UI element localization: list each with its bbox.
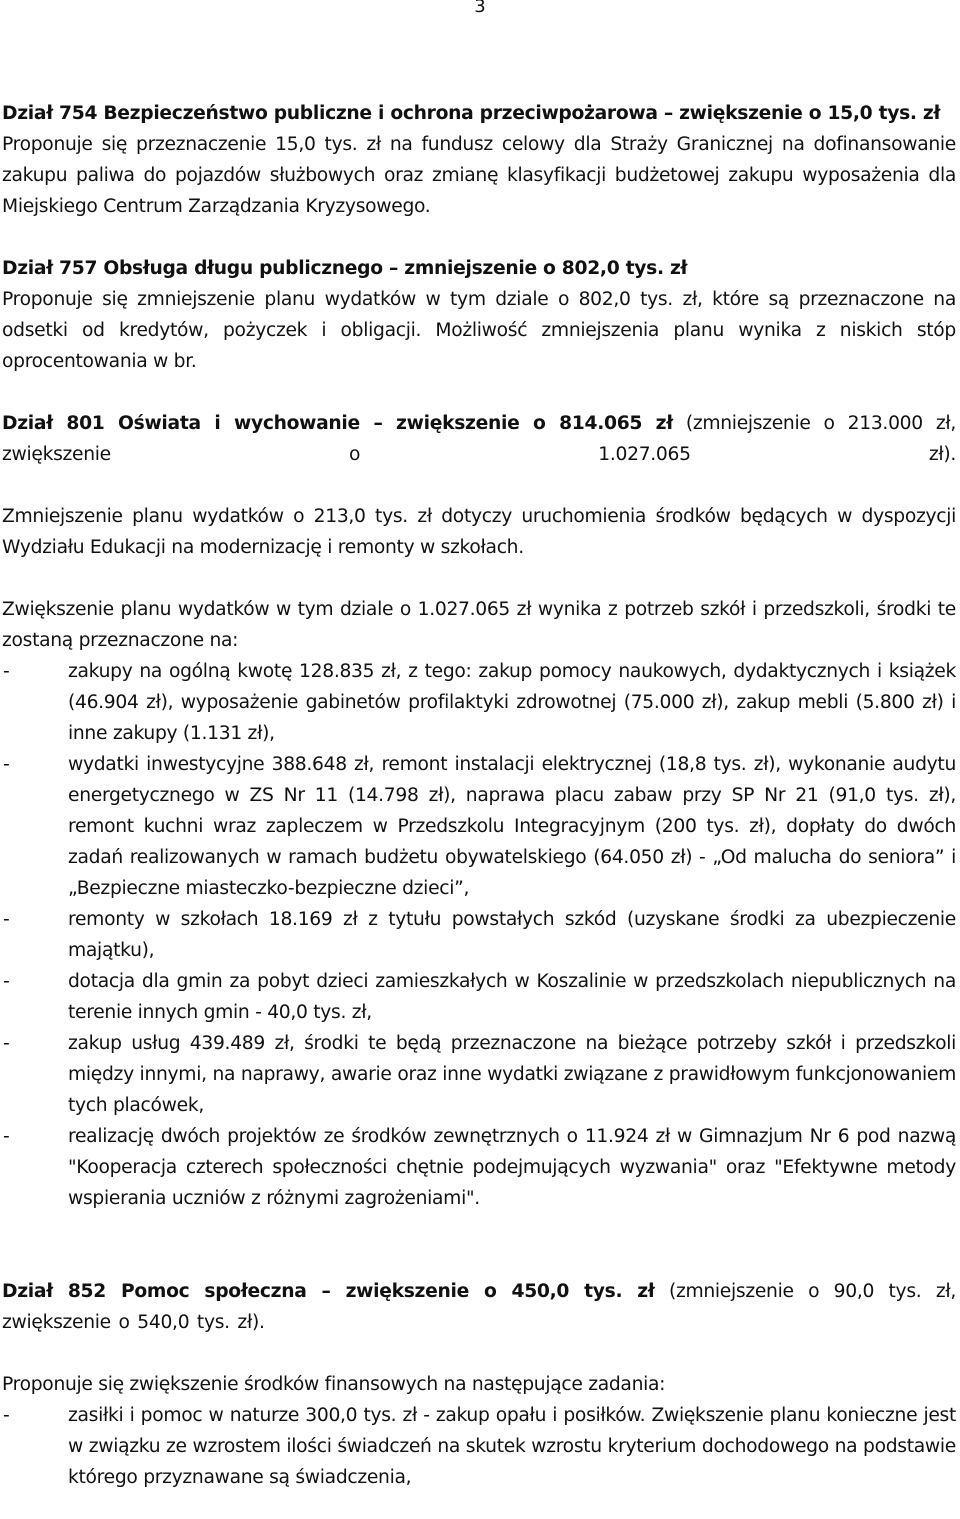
list-item: - zakup usług 439.489 zł, środki te będą przeznaczone na bieżące potrzeby szkół i przedszkoli między innymi, na naprawy, awarie oraz inne wydatki związane z prawidłowym funkcjonowaniem tych placówek, (3, 1033, 956, 1116)
section-heading: Dział 852 Pomoc społeczna – zwiększenie o 450,0 tys. zł (2, 1281, 655, 1302)
section-heading: Dział 754 Bezpieczeństwo publiczne i ochrona przeciwpożarowa – zwiększenie o 15,0 tys. zł (2, 103, 941, 124)
section-paragraph: Proponuje się zwiększenie środków finansowych na następujące zadania: (2, 1374, 666, 1395)
document-body (2, 98, 956, 1493)
section-paragraph: Proponuje się przeznaczenie 15,0 tys. zł na fundusz celowy dla Straży Granicznej na dofinansowanie zakupu paliwa do pojazdów służbowych oraz zmianę klasyfikacji budżetowej zakupu wyposażenia dla Miejskiego Centrum Zarządzania Kryzysowego. (2, 134, 956, 217)
list-item: - realizację dwóch projektów ze środków zewnętrznych o 11.924 zł w Gimnazjum Nr 6 pod nazwą "Kooperacja czterech społeczności chętnie podejmujących wyzwania" oraz "Efektywne metody wspierania uczniów z różnymi zagrożeniami". (3, 1126, 956, 1209)
section-paragraph: Zmniejszenie planu wydatków o 213,0 tys. zł dotyczy uruchomienia środków będących w dyspozycji Wydziału Edukacji na modernizację i remonty w szkołach. (2, 506, 956, 558)
section-heading-suffix: (zmniejszenie o 213.000 zł, zwiększenie o 1.027.065 zł). (2, 413, 956, 465)
section-heading: Dział 757 Obsługa długu publicznego – zmniejszenie o 802,0 tys. zł (2, 258, 688, 279)
section-757 (2, 253, 956, 377)
section-heading-line (2, 1276, 956, 1338)
expense-list (2, 656, 956, 1214)
list-item: - remonty w szkołach 18.169 zł z tytułu powstałych szkód (uzyskane środki za ubezpieczenie majątku), (3, 909, 956, 961)
section-801 (2, 408, 956, 1214)
section-852 (2, 1276, 956, 1493)
section-paragraph: Zwiększenie planu wydatków w tym dziale o 1.027.065 zł wynika z potrzeb szkół i przedszkoli, środki te zostaną przeznaczone na: (2, 599, 956, 651)
section-heading-suffix: (zmniejszenie o 90,0 tys. zł, zwiększenie o 540,0 tys. zł). (2, 1281, 956, 1333)
section-heading: Dział 801 Oświata i wychowanie – zwiększenie o 814.065 zł (2, 413, 673, 434)
expense-list (2, 1400, 956, 1493)
list-item: - zasiłki i pomoc w naturze 300,0 tys. zł - zakup opału i posiłków. Zwiększenie planu konieczne jest w związku ze wzrostem ilości świadczeń na skutek wzrostu kryterium dochodowego na podstawie którego przyznawane są świadczenia, (3, 1405, 956, 1488)
section-paragraph: Proponuje się zmniejszenie planu wydatków w tym dziale o 802,0 tys. zł, które są przeznaczone na odsetki od kredytów, pożyczek i obligacji. Możliwość zmniejszenia planu wynika z niskich stóp oprocentowania w br. (2, 289, 956, 372)
list-item: - wydatki inwestycyjne 388.648 zł, remont instalacji elektrycznej (18,8 tys. zł), wykonanie audytu energetycznego w ZS Nr 11 (14.798 zł), naprawa placu zabaw przy SP Nr 21 (91,0 tys. zł), remont kuchni wraz zapleczem w Przedszkolu Integracyjnym (200 tys. zł), dopłaty do dwóch zadań realizowanych w ramach budżetu obywatelskiego (64.050 zł) - „Od malucha do seniora” i „Bezpieczne miasteczko-bezpieczne dzieci”, (3, 754, 956, 899)
list-item: - zakupy na ogólną kwotę 128.835 zł, z tego: zakup pomocy naukowych, dydaktycznych i książek (46.904 zł), wyposażenie gabinetów profilaktyki zdrowotnej (75.000 zł), zakup mebli (5.800 zł) i inne zakupy (1.131 zł), (3, 661, 956, 744)
page-number: 3 (474, 0, 486, 17)
section-heading-line (2, 408, 956, 470)
list-item: - dotacja dla gmin za pobyt dzieci zamieszkałych w Koszalinie w przedszkolach niepublicznych na terenie innych gmin - 40,0 tys. zł, (3, 971, 956, 1023)
section-754 (2, 98, 956, 222)
